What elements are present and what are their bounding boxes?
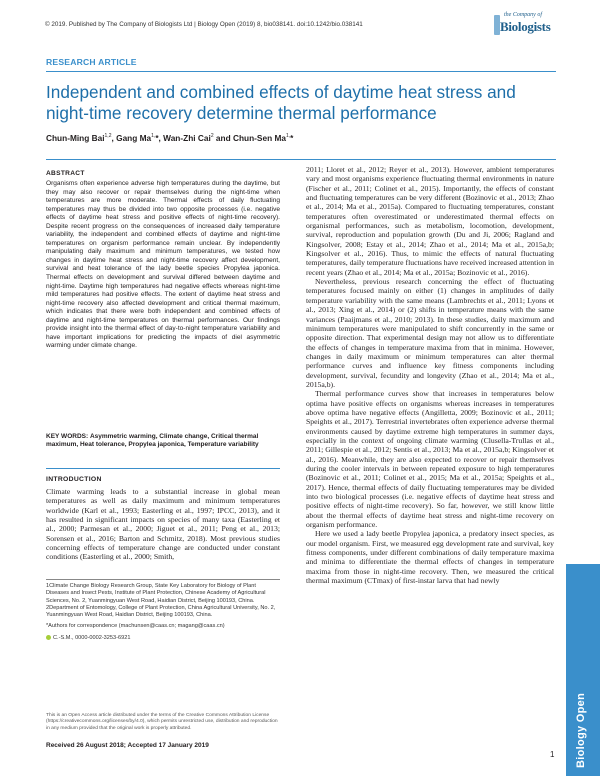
paragraph: Thermal performance curves show that increases in temperatures below optima have positive effects on organisms whereas increases in temperatures above optima have negative effects (Angilletta, 2009; Bozinovic et al., 2011; Speights et al., 2017). Terrestrial invertebrates often experience adverse thermal environments caused by daytime extreme high temperatures in summer days, especially in the context of ongoing climate warming (Clusella-Trullas et al., 2011; Gillespie et al., 2012; Sentis et al., 2013; Ma et al., 2015a,b; Kingsolver et al., 2016). Meanwhile, they are also expected to recover or repair themselves during the cooler intervals in between repeated exposure to high temperatures (Bozinovic et al., 2011; Colinet et al., 2015; Ma et al., 2015a; Speights et al., 2017). Hence, thermal effects of daily fluctuating temperatures may be divided into two biological processes (i.e. negative effects of daytime heat stress and positive effects of night-time recovery). So far, however, we still know little about the thermal effects of daytime heat stress and night-time recovery on organism performance.	[306, 389, 554, 530]
right-column	[306, 165, 554, 585]
abstract-top-rule	[46, 159, 556, 160]
author-name[interactable]: Chun-Ming Bai	[46, 133, 105, 143]
open-access-notice: This is an Open Access article distributed under the terms of the Creative Commons Attribution License (https://creativecommons.org/licenses/by/4.0), which permits unrestricted use, distribution and reproduction in any medium provided that the original work is properly attributed.	[46, 713, 278, 731]
article-title: Independent and combined effects of daytime heat stress and night-time recovery determine thermal performance	[46, 82, 516, 123]
journal-sidebar-tab	[566, 564, 600, 776]
author-name[interactable]: Wan-Zhi Cai	[163, 133, 211, 143]
author-affiliation: 1,2	[104, 133, 112, 140]
logo-small-text: the Company of	[504, 12, 542, 18]
footnotes	[46, 583, 280, 646]
logo-big-text: Biologists	[500, 19, 551, 34]
correspondence[interactable]: *Authors for correspondence (machunsen@caas.cn; magang@caas.cn)	[46, 623, 225, 630]
paragraph: Here we used a lady beetle Propylea japonica, a predatory insect species, as our model organism. First, we measured egg development rate and survival, key fitness components, under different combinations of daily temperature maxima and minima to differentiate the thermal effects of changes in temperature maxima from those in night-time recovery. Then, we measured the critical thermal maximum (CTmax) of first-instar larva that had newly	[306, 529, 554, 586]
page-number: 1	[550, 750, 555, 759]
introduction-heading: INTRODUCTION	[46, 476, 102, 483]
citation-line: © 2019. Published by The Company of Biologists Ltd | Biology Open (2019) 8, bio038141. doi:10.1242/bio.038141	[45, 21, 363, 28]
orcid-line[interactable]	[46, 635, 280, 642]
header-divider	[46, 71, 556, 72]
article-type-label: RESEARCH ARTICLE	[46, 57, 137, 67]
journal-name: Biology Open	[575, 692, 587, 768]
abstract-heading: ABSTRACT	[46, 170, 85, 177]
keywords	[46, 433, 280, 450]
keywords-label: KEY WORDS:	[46, 433, 89, 440]
orcid-icon	[46, 635, 51, 640]
paragraph: Nevertheless, previous research concerning the effect of fluctuating temperatures focused mainly on either (1) changes in amplitudes of daily temperature variability with the same means (Lambrechts et al., 2011; Lyons et al., 2013; Xing et al., 2014) or (2) shifts in temperature means with the same variances (Paaijmans et al., 2010; 2013). In these studies, daily maximum and minimum temperatures were manipulated to shift concurrently in the same or opposite direction. That experimental design may not allow us to differentiate the effects of changes in temperature maxima from that in minima. However, changes in daily maximum or minimum temperatures can alter thermal performance curves and influence key fitness components including development, survival, fecundity and longevity (Zhao et al., 2014; Ma et al., 2015a,b).	[306, 277, 554, 389]
orcid-text: C.-S.M., 0000-0002-3253-6921	[53, 634, 131, 641]
introduction-text: Climate warming leads to a substantial increase in global mean temperatures as well as daily maximum and minimum temperatures worldwide (Karl et al., 1993; Easterling et al., 1997; IPCC, 2013), and it has resulted in significant impacts on species of many taxa (Easterling et al., 2000; Parmesan et al., 2000; Jiguet et al., 2011; Peng et al., 2013; Sorensen et al., 2016; Barton and Schmitz, 2018). Most previous studies concerning effects of temperature change are conducted under constant conditions (Easterling et al., 2000; Smith,	[46, 487, 280, 562]
author-affiliation: 2	[210, 133, 214, 140]
author-list: Chun-Ming Bai$^{1,2}$, Gang $Ma^{1,}*$, Wan-Zhi Cai$^2$ and Chun-Sen $Ma^{1,}*$	[46, 133, 294, 143]
footnote-divider	[46, 579, 280, 580]
paragraph: 2011; Lloret et al., 2012; Reyer et al., 2013). However, ambient temperatures vary and most organisms experience fluctuating thermal environments in nature (Fischer et al., 2011; Colinet et al., 2015). Importantly, the effects of constant and fluctuating temperatures can be very different (Bozinovic et al., 2013; Zhao et al., 2014; Ma et al., 2015a). Compared to fluctuating temperatures, constant temperatures often overestimated or underestimated thermal effects on organismal performances, such as metabolism, locomotion, development, survival, reproduction and population growth (Du and Ji, 2006; Ragland and Kingsolver, 2008; Estay et al., 2014; Zhao et al., 2014; Ma et al., 2015a,b; Kingsolver et al., 2016). Thus, to mimic the effects of natural fluctuating temperatures, daily temperature fluctuations have received increased attention in recent years (Zhao et al., 2014; Ma et al., 2015a; Bozinovic et al., 2016).	[306, 165, 554, 277]
keywords-text: Asymmetric warming, Climate change, Critical thermal maximum, Heat tolerance, Propylea japonica, Temperature variability	[46, 433, 259, 449]
abstract-section	[46, 165, 280, 351]
author-affiliation: 1,	[151, 133, 156, 140]
author-name[interactable]: Gang Ma	[116, 133, 152, 143]
publisher-logo[interactable]	[494, 12, 556, 40]
author-affiliation: 1,	[285, 133, 291, 140]
author-name[interactable]: Chun-Sen Ma	[232, 133, 286, 143]
affiliations: 1Climate Change Biology Research Group, State Key Laboratory for Biology of Plant Diseases and Insect Pests, Institute of Plant Protection, Chinese Academy of Agricultural Sciences, No. 2, Yuanmingyuan West Road, Haidian District, Beijing 100193, China. 2Department of Entomology, College of Plant Protection, China Agricultural University, No. 2, Yuanmingyuan West Road, Haidian District, Beijing 100193, China.	[46, 583, 276, 619]
received-dates: Received 26 August 2018; Accepted 17 January 2019	[46, 742, 209, 749]
abstract-text: Organisms often experience adverse high temperatures during the daytime, but they may also recover or repair themselves during the night-time when temperatures are more moderate. Thermal effects of daily fluctuating temperatures may thus be divided into two opposite processes (i.e. negative effects of daytime heat stress and positive effects of night-time recovery). Despite recent progress on the consequences of increased daily temperature variability, the independent and combined effects of daytime and night-time temperatures on organism performance remain unclear. By independently manipulating daily maximum and minimum temperatures, we tested how changes in daytime heat stress and night-time recovery affect development, survival and heat tolerance of the lady beetle species Propylea japonica. Thermal effects on development and survival differed between daytime and night-time. Daytime high temperatures had negative effects whereas night-time mild temperatures had positive effects. The extent of daytime heat stress and night-time recovery also affected development and critical thermal maximum, which indicates that there were both independent and combined effects of daytime and night-time temperatures on thermal performances. Our findings provide insight into the thermal effect of day-to-night temperature variability and have important implications for predicting the impacts of diel asymmetric warming under climate change.	[46, 180, 280, 350]
abstract-bottom-rule	[46, 468, 280, 469]
